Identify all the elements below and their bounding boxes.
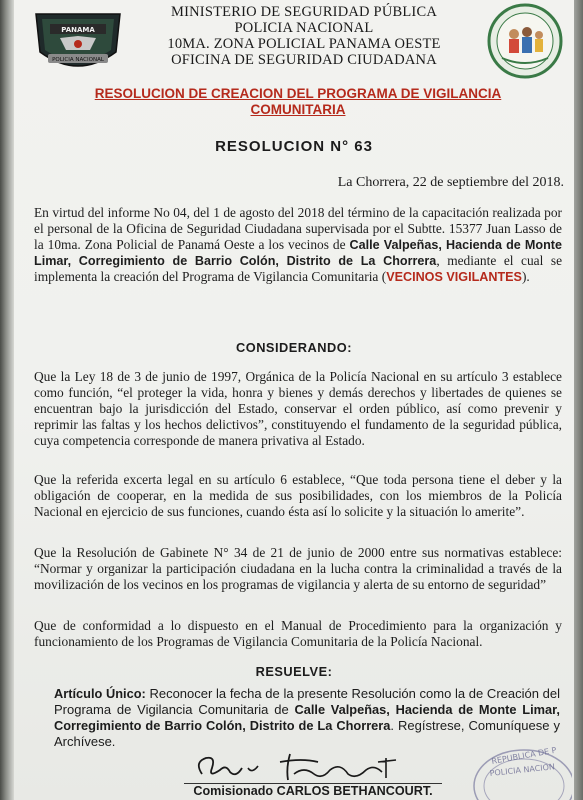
resolution-date: La Chorrera, 22 de septiembre del 2018. bbox=[337, 175, 564, 190]
svg-text:PANAMA: PANAMA bbox=[61, 26, 95, 34]
resuelve-heading: RESUELVE: bbox=[255, 664, 333, 679]
document-page bbox=[14, 0, 574, 800]
official-stamp bbox=[462, 738, 572, 800]
header-police: POLICIA NACIONAL bbox=[234, 20, 374, 36]
svg-text:POLICIA NACIONAL: POLICIA NACIONAL bbox=[52, 57, 104, 63]
considerando-paragraph-4: Que de conformidad a lo dispuesto en el Manual de Procedimiento para la organización y funcionamiento de los Programas de Vigilancia Comunitaria de la Policía Nacional. bbox=[34, 618, 562, 649]
articulo-text-1: Reconocer la fecha de la presente Resolución como la de Creación del Programa de Vigilancia Comunitaria de bbox=[54, 686, 560, 717]
intro-paragraph bbox=[34, 205, 562, 285]
header-ministry: MINISTERIO DE SEGURIDAD PÚBLICA bbox=[171, 4, 437, 20]
articulo-text-2: . Regístrese, Comuníquese y Archívese. bbox=[54, 718, 560, 749]
resolution-title: RESOLUCION DE CREACION DEL PROGRAMA DE VIGILANCIA COMUNITARIA bbox=[94, 86, 502, 117]
considerando-paragraph-3: Que la Resolución de Gabinete N° 34 de 21 de junio de 2000 entre sus normativas establece: “Normar y organizar la participación ciudadana en la lucha contra la criminalidad a través de la movilización de los vecinos en los programas de vigilancia y alerta de su entorno de seguridad” bbox=[34, 545, 562, 592]
considerando-heading: CONSIDERANDO: bbox=[236, 340, 352, 355]
svg-text:REPUBLICA DE P: REPUBLICA DE P bbox=[490, 745, 558, 766]
intro-text-3: ). bbox=[521, 269, 530, 284]
commissioner-name: Comisionado CARLOS BETHANCOURT. bbox=[193, 784, 433, 798]
header-office: OFICINA DE SEGURIDAD CIUDADANA bbox=[171, 52, 437, 68]
handwritten-signature bbox=[190, 748, 430, 788]
considerando-paragraph-2: Que la referida excerta legal en su artículo 6 establece, “Que toda persona tiene el deber y la obligación de cooperar, en la medida de sus posibilidades, con los miembros de la Policía Nacional en ejercicio de sus funciones, cuando ésta así lo solicite y la situación lo amerite”. bbox=[34, 472, 562, 519]
intro-text-1: En virtud del informe No 04, del 1 de agosto del 2018 del término de la capacitación realizada por el personal de la Oficina de Seguridad Ciudadana supervisada por el Subtte. 15377 Juan Lasso de la 10ma. Zona Policial de Panamá Oeste a los vecinos de bbox=[34, 205, 562, 252]
considerando-paragraph-1: Que la Ley 18 de 3 de junio de 1997, Orgánica de la Policía Nacional en su artículo 3 establece como función, “el proteger la vida, honra y bienes y demás derechos y libertades de quienes se encuentran bajo la jurisdicción del Estado, conservar el orden público, así como prevenir y reprimir las faltas y los hechos delictivos”, constituyendo el fundamento de la seguridad pública, cuya competencia corresponde de manera privativa al Estado. bbox=[34, 369, 562, 448]
document-header bbox=[134, 4, 474, 68]
svg-text:POLICIA NACION: POLICIA NACION bbox=[489, 762, 556, 778]
intro-location: Calle Valpeñas, Hacienda de Monte Limar, Corregimiento de Barrio Colón, Distrito de La Chorrera bbox=[34, 238, 563, 268]
resolution-number: RESOLUCION N° 63 bbox=[215, 138, 373, 155]
police-badge-logo bbox=[30, 10, 126, 76]
header-zone: 10MA. ZONA POLICIAL PANAMA OESTE bbox=[167, 36, 441, 52]
articulo-label: Artículo Único: bbox=[54, 686, 146, 701]
articulo-location: Calle Valpeñas, Hacienda de Monte Limar, Corregimiento de Barrio Colón, Distrito de La Chorrera bbox=[54, 702, 560, 733]
program-name: VECINOS VIGILANTES bbox=[386, 270, 522, 284]
community-watch-seal bbox=[484, 2, 566, 80]
intro-text-2: , mediante el cual se implementa la creación del Programa de Vigilancia Comunitaria ( bbox=[34, 253, 563, 284]
